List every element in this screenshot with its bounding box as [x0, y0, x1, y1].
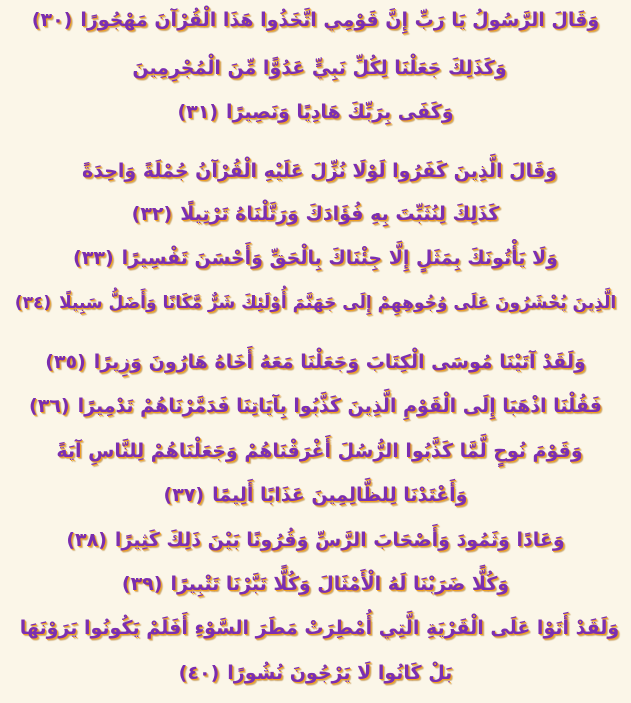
- verse-line-6: [10, 241, 621, 275]
- verse-number: (٣٧): [163, 484, 205, 506]
- verse-line-1: [10, 3, 621, 37]
- verse-text: وَلَقَدْ آتَيْنَا مُوسَى الْكِتَابَ وَجَعَلْنَا مَعَهُ أَخَاهُ هَارُونَ وَزِيرًا: [93, 351, 586, 373]
- verse-line-12: [10, 523, 621, 557]
- verse-text: وَقَالَ الرَّسُولُ يَا رَبِّ إِنَّ قَوْمِي اتَّخَذُوا هَذَا الْقُرْآنَ مَهْجُورًا: [80, 9, 600, 31]
- verse-line-7: [10, 286, 621, 320]
- verse-number: (٣٩): [121, 573, 163, 595]
- verse-line-10: [10, 434, 621, 468]
- verse-number: (٣٨): [66, 529, 107, 551]
- verse-line-9: [10, 389, 621, 423]
- verse-text: وَعَادًا وَثَمُودَ وَأَصْحَابَ الرَّسِّ وَقُرُونًا بَيْنَ ذَلِكَ كَثِيرًا: [114, 529, 565, 551]
- verse-text: بَلْ كَانُوا لَا يَرْجُونَ نُشُورًا: [227, 662, 453, 684]
- verse-line-3: [10, 95, 621, 129]
- verse-line-14: [10, 611, 621, 645]
- verse-text: فَقُلْنَا اذْهَبَا إِلَى الْقَوْمِ الَّذِينَ كَذَّبُوا بِآيَاتِنَا فَدَمَّرْنَاهُمْ تَدْمِيرًا: [77, 395, 602, 417]
- verse-text: وَكَفَى بِرَبِّكَ هَادِيًا وَنَصِيرًا: [226, 101, 454, 123]
- verse-number: (٣٥): [45, 351, 86, 373]
- verse-number: (٣٦): [29, 395, 70, 417]
- verse-text: وَقَالَ الَّذِينَ كَفَرُوا لَوْلَا نُزِّلَ عَلَيْهِ الْقُرْآنُ جُمْلَةً وَاحِدَةً: [82, 160, 557, 182]
- verse-line-4: [10, 154, 621, 188]
- verse-line-15: [10, 656, 621, 690]
- verse-text: وَأَعْتَدْنَا لِلظَّالِمِينَ عَذَابًا أَلِيمًا: [212, 484, 468, 506]
- verse-number: (٣٣): [73, 247, 114, 269]
- verse-text: وَلَقَدْ أَتَوْا عَلَى الْقَرْيَةِ الَّتِي أُمْطِرَتْ مَطَرَ السَّوْءِ أَفَلَمْ يَكُونُوا يَرَوْنَهَا: [19, 617, 620, 639]
- verse-line-13: [10, 567, 621, 601]
- verse-number: (٣١): [177, 101, 219, 123]
- verse-line-5: [10, 197, 621, 231]
- verse-text: كَذَلِكَ لِنُثَبِّتَ بِهِ فُؤَادَكَ وَرَتَّلْنَاهُ تَرْتِيلًا: [180, 203, 500, 225]
- verse-line-11: [10, 478, 621, 512]
- verse-line-2: [10, 51, 621, 85]
- verse-text: وَكُلًّا ضَرَبْنَا لَهُ الْأَمْثَالَ وَكُلًّا تَبَّرْنَا تَتْبِيرًا: [170, 573, 510, 595]
- verse-text: وَكَذَلِكَ جَعَلْنَا لِكُلِّ نَبِيٍّ عَدُوًّا مِّنَ الْمُجْرِمِينَ: [132, 57, 507, 79]
- verse-number: (٣٢): [131, 203, 173, 225]
- verse-line-8: [10, 345, 621, 379]
- verse-text: وَلَا يَأْتُونَكَ بِمَثَلٍ إِلَّا جِئْنَاكَ بِالْحَقِّ وَأَحْسَنَ تَفْسِيرًا: [121, 247, 558, 269]
- verse-text: وَقَوْمَ نُوحٍ لَّمَّا كَذَّبُوا الرُّسُلَ أَغْرَقْنَاهُمْ وَجَعَلْنَاهُمْ لِلنَّاسِ آيَةً: [56, 440, 583, 462]
- verse-number: (٣٤): [14, 293, 52, 313]
- verse-number: (٤٠): [178, 662, 220, 684]
- verse-number: (٣٠): [31, 9, 73, 31]
- verse-text: الَّذِينَ يُحْشَرُونَ عَلَى وُجُوهِهِمْ إِلَى جَهَنَّمَ أُوْلَئِكَ شَرٌّ مَّكَانًا وَأَضَلُّ سَبِيلًا: [59, 293, 617, 313]
